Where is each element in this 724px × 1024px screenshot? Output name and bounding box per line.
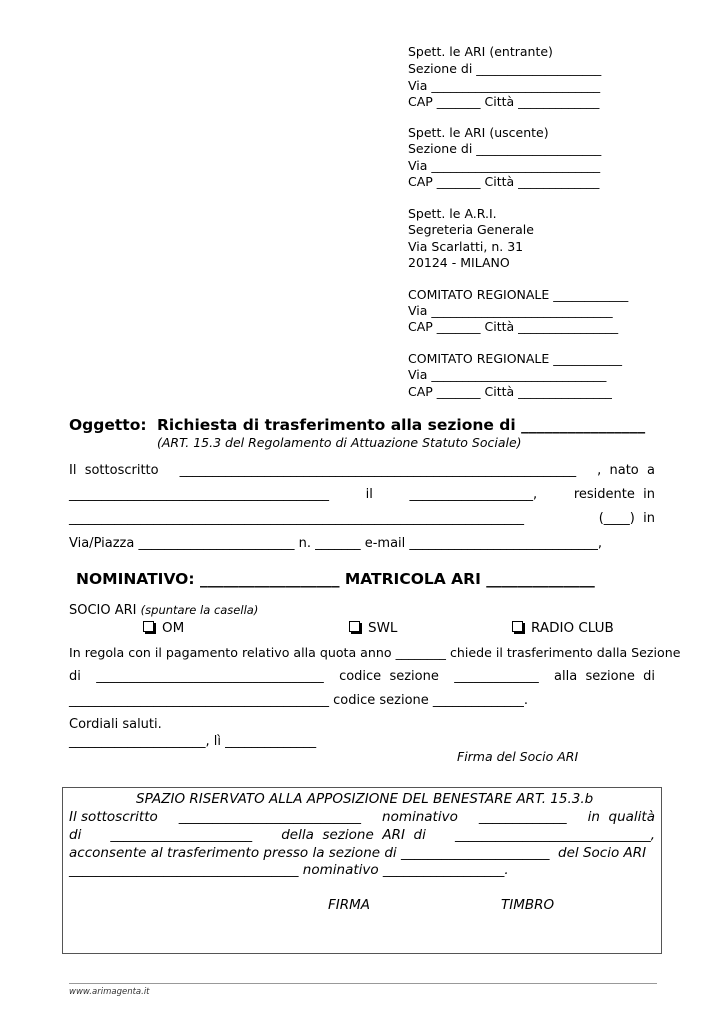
address-line: Spett. le A.R.I. bbox=[408, 206, 497, 221]
place-date-field[interactable]: _____________________, lì ______________ bbox=[69, 734, 317, 749]
body-line-3 bbox=[69, 510, 655, 527]
regola-line-1[interactable]: In regola con il pagamento relativo alla quota anno ________ chiede il trasferimento dalla Sezione bbox=[69, 645, 681, 660]
address-line: Via Scarlatti, n. 31 bbox=[408, 239, 524, 254]
box-line-2: di _____________________ della sezione ARI di _____________________________, bbox=[69, 827, 655, 843]
codice-from-field[interactable]: _____________ bbox=[454, 669, 539, 684]
birthplace-field[interactable]: ________________________________________ bbox=[69, 487, 329, 502]
address-line: Sezione di ____________________ bbox=[408, 141, 602, 156]
timbro-label: TIMBRO bbox=[501, 897, 555, 913]
address-line: COMITATO REGIONALE ____________ bbox=[408, 287, 629, 302]
address-line: Sezione di ____________________ bbox=[408, 61, 602, 76]
nominativo-line[interactable]: NOMINATIVO: __________________ MATRICOLA ARI ______________ bbox=[76, 570, 595, 588]
footer-url: www.arimagenta.it bbox=[69, 987, 150, 997]
address-line: Via ___________________________ bbox=[408, 78, 601, 93]
box-nominativo-field[interactable]: _____________ bbox=[478, 809, 567, 825]
socio-label: SOCIO ARI (spuntare la casella) bbox=[69, 603, 259, 618]
box-line-4[interactable]: __________________________________ nominativo __________________. bbox=[69, 862, 509, 878]
sottoscritto-label: Il sottoscritto bbox=[69, 463, 159, 478]
socio-hint: (spuntare la casella) bbox=[140, 603, 259, 617]
name-field[interactable]: _____________________________________________________________ bbox=[179, 463, 577, 478]
checkbox-icon[interactable] bbox=[512, 621, 523, 632]
address-line: Via ___________________________ bbox=[408, 158, 601, 173]
subject-subtitle: (ART. 15.3 del Regolamento di Attuazione Statuto Sociale) bbox=[157, 435, 522, 450]
address-line: CAP _______ Città ________________ bbox=[408, 319, 619, 334]
address-line: Segreteria Generale bbox=[408, 222, 534, 237]
address-line: COMITATO REGIONALE ___________ bbox=[408, 351, 623, 366]
box-line-1: Il sottoscritto ___________________________ nominativo _____________ in qualità bbox=[69, 809, 655, 825]
birthdate-field[interactable]: ___________________, bbox=[409, 487, 538, 502]
address-line: CAP _______ Città _____________ bbox=[408, 174, 600, 189]
body-line-2 bbox=[69, 486, 655, 503]
address-line: CAP _______ Città _______________ bbox=[408, 384, 612, 399]
subject-label: Oggetto: bbox=[69, 416, 147, 434]
checkbox-radio-club[interactable]: RADIO CLUB bbox=[512, 620, 614, 637]
residence-city-field[interactable]: ______________________________________________________________________ bbox=[69, 511, 524, 526]
firma-label: FIRMA bbox=[328, 897, 371, 913]
address-line: Spett. le ARI (uscente) bbox=[408, 125, 549, 140]
saluti: Cordiali saluti. bbox=[69, 717, 162, 732]
sezione-from-field[interactable]: ___________________________________ bbox=[96, 669, 324, 684]
regola-line-3[interactable]: ________________________________________ codice sezione ______________. bbox=[69, 693, 529, 708]
box-name-field[interactable]: ___________________________ bbox=[178, 809, 362, 825]
box-title: SPAZIO RISERVATO ALLA APPOSIZIONE DEL BENESTARE ART. 15.3.b bbox=[136, 791, 594, 807]
firma-socio-label: Firma del Socio ARI bbox=[457, 749, 579, 764]
residence-label: residente in bbox=[573, 487, 655, 502]
checkbox-icon[interactable] bbox=[349, 621, 360, 632]
address-line: Spett. le ARI (entrante) bbox=[408, 44, 553, 59]
subject-text: Richiesta di trasferimento alla sezione di ________________ bbox=[157, 416, 646, 434]
province-field[interactable]: (____) in bbox=[598, 511, 655, 526]
body-line-1 bbox=[69, 462, 655, 479]
box-line-3[interactable]: acconsente al trasferimento presso la sezione di ______________________ del Socio ARI bbox=[69, 845, 647, 861]
date-label: il bbox=[365, 487, 373, 502]
checkbox-swl[interactable]: SWL bbox=[349, 620, 397, 637]
box-sezione-field[interactable]: _____________________________, bbox=[454, 827, 655, 843]
checkbox-om[interactable]: OM bbox=[143, 620, 184, 637]
checkbox-icon[interactable] bbox=[143, 621, 154, 632]
regola-line-2: di ___________________________________ codice sezione _____________ alla sezione di bbox=[69, 669, 655, 684]
address-line: Via ____________________________ bbox=[408, 367, 607, 382]
address-line: Via _____________________________ bbox=[408, 303, 613, 318]
box-qualita-field[interactable]: _____________________ bbox=[110, 827, 253, 843]
address-line: 20124 - MILANO bbox=[408, 255, 510, 270]
address-email-line[interactable]: Via/Piazza ________________________ n. _______ e-mail _____________________________, bbox=[69, 536, 603, 551]
address-line: CAP _______ Città _____________ bbox=[408, 94, 600, 109]
born-label: , nato a bbox=[597, 463, 655, 478]
footer-divider bbox=[69, 983, 657, 984]
